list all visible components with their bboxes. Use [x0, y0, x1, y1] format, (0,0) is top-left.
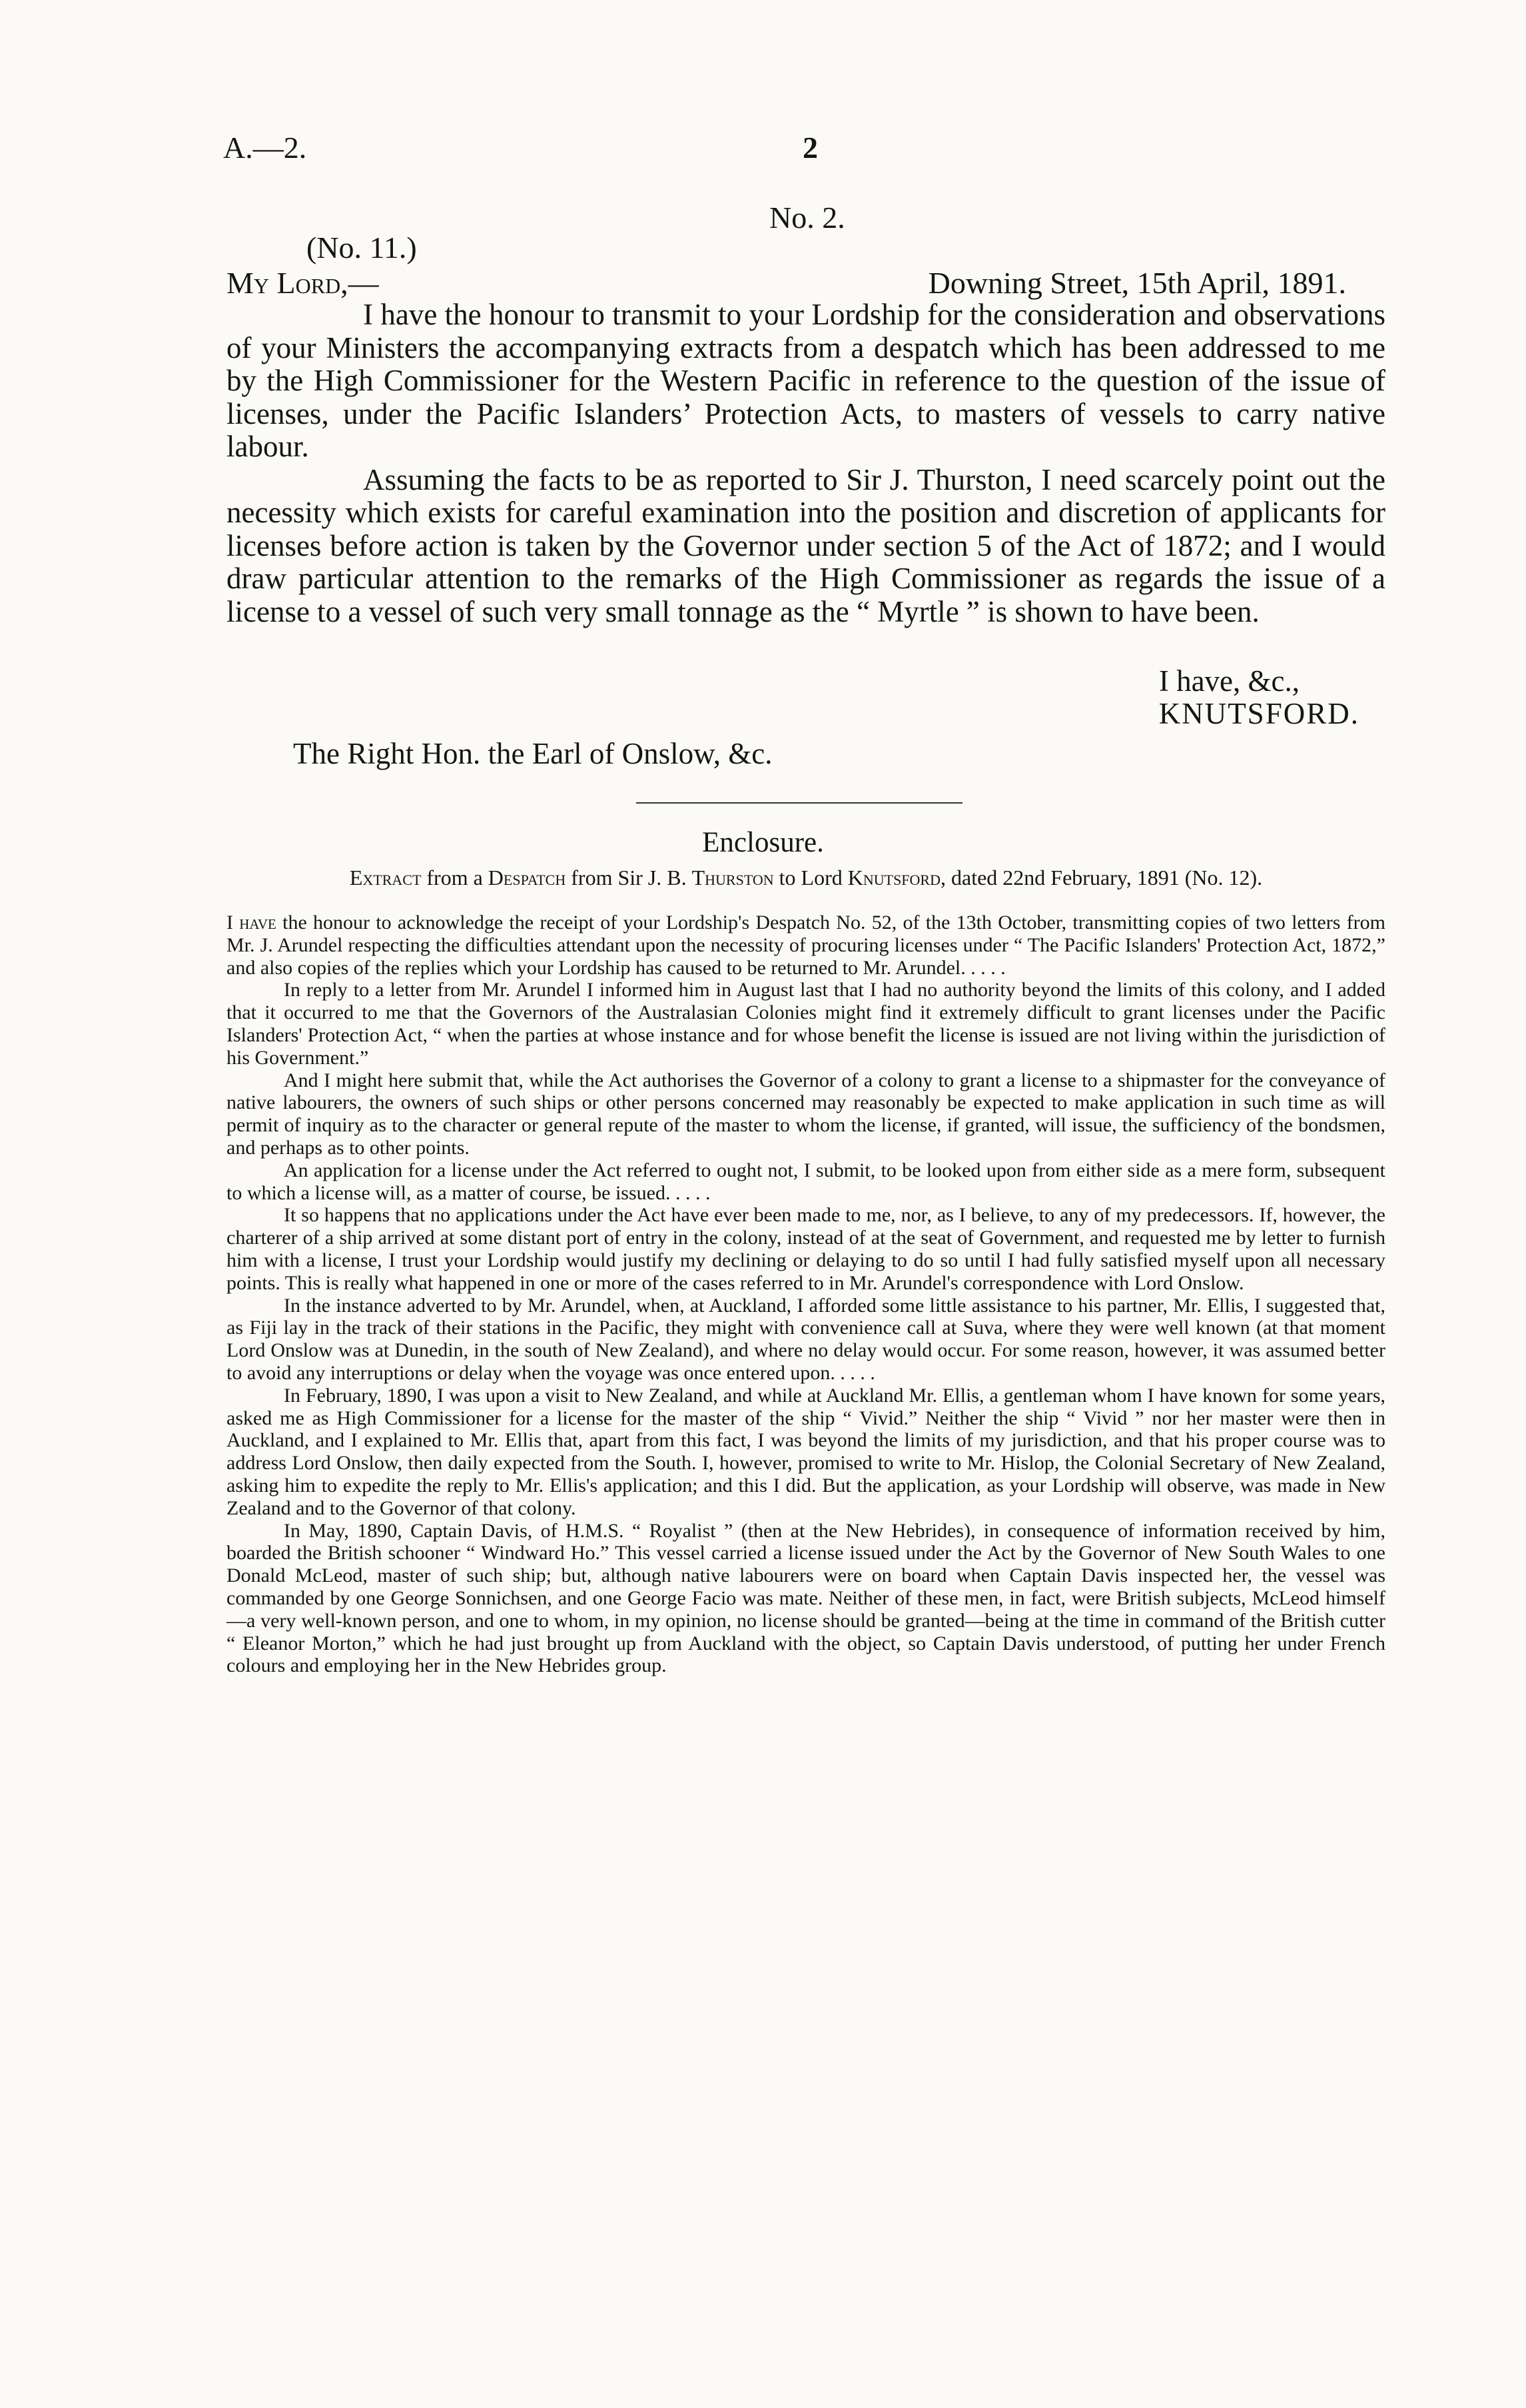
- enclosure-title: Enclosure.: [702, 827, 824, 858]
- enclosure-paragraph: An application for a license under the Act referred to ought not, I submit, to be looked upon from either side as a mere form, subsequent to which a license will, as a matter of course, be issued. . . . .: [226, 1159, 1385, 1204]
- despatch-word: Despatch: [488, 866, 566, 890]
- closing: I have, &c.,: [1158, 664, 1300, 698]
- recipient-name: Knutsford: [847, 866, 941, 890]
- signature: KNUTSFORD.: [1158, 697, 1359, 730]
- letter-paragraph: I have the honour to transmit to your Lordship for the consideration and observations of your Ministers the accompanying extracts from a despatch which has been addressed to me by the High Commissioner for the Western Pacific in reference to the question of the issue of licenses, under the Pacific Islanders’ Protection Acts, to masters of vessels to carry native labour.: [226, 298, 1385, 463]
- letter-body: [226, 299, 1385, 628]
- enclosure-paragraph: In reply to a letter from Mr. Arundel I informed him in August last that I had no authority beyond the limits of this colony, and I added that it occurred to me that the Governors of the Australasian Colonies might find it extremely difficult to grant licenses under the Pacific Islanders' Protection Act, “ when the parties at whose instance and for whose benefit the license is issued are not living within the jurisdiction of his Government.”: [226, 979, 1385, 1069]
- extract-text: from Sir J. B.: [566, 866, 692, 890]
- extract-text: from a: [421, 866, 488, 890]
- enclosure-paragraph: In May, 1890, Captain Davis, of H.M.S. “ Royalist ” (then at the New Hebrides), in consequence of information received by him, boarded the British schooner “ Windward Ho.” This vessel carried a license issued under the Act by the Governor of New South Wales to one Donald McLeod, master of such ship; but, although native labourers were on board when Captain Davis inspected her, the vessel was commanded by one George Sonnichsen, and one George Facio was mate. Neither of these men, in fact, were British subjects, McLeod himself—a very well-known person, and one to whom, in my opinion, no license should be granted—being at the time in command of the British cutter “ Eleanor Morton,” which he had just brought up from Auckland with the object, so Captain Davis understood, of putting her under French colours and employing her in the New Hebrides group.: [226, 1519, 1385, 1677]
- enclosure-paragraph: [226, 911, 1385, 979]
- salutation: My Lord,—: [226, 266, 379, 300]
- place-date: Downing Street, 15th April, 1891.: [928, 266, 1346, 300]
- page-number: 2: [803, 131, 818, 165]
- enclosure-paragraph: In the instance adverted to by Mr. Arundel, when, at Auckland, I afforded some little assistance to his partner, Mr. Ellis, I suggested that, as Fiji lay in the track of their stations in the Pacific, they might with convenience call at Suva, where they were well known (at that moment Lord Onslow was at Dunedin, in the south of New Zealand), and where no delay would occur. For some reason, however, it was assumed better to avoid any interruptions or delay when the voyage was once entered upon. . . . .: [226, 1294, 1385, 1384]
- series-reference: A.—2.: [223, 131, 307, 165]
- extract-text: to Lord: [773, 866, 848, 890]
- opening-text: the honour to acknowledge the receipt of your Lordship's Despatch No. 52, of the 13th October, transmitting copies of two letters from Mr. J. Arundel respecting the difficulties attendant upon the necessity of procuring licenses under “ The Pacific Islanders' Protection Act, 1872,” and also copies of the replies which your Lordship has caused to be returned to Mr. Arundel. . . . .: [226, 911, 1385, 979]
- section-divider: [636, 802, 962, 804]
- sender-name: Thurston: [691, 866, 774, 890]
- opening-words: I have: [226, 911, 276, 933]
- addressee: The Right Hon. the Earl of Onslow, &c.: [293, 737, 773, 770]
- enclosure-paragraph: In February, 1890, I was upon a visit to New Zealand, and while at Auckland Mr. Ellis, a gentleman whom I have known for some years, asked me as High Commissioner for a license for the master of the ship “ Vivid.” Neither the ship “ Vivid ” nor her master were then in Auckland, and I explained to Mr. Ellis that, apart from this fact, I was beyond the limits of my jurisdiction, and that his proper course was to address Lord Onslow, then daily expected from the South. I, however, promised to write to Mr. Hislop, the Colonial Secretary of New Zealand, asking him to expedite the reply to Mr. Ellis's application; and this I did. But the application, as your Lordship will observe, was made in New Zealand and to the Governor of that colony.: [226, 1384, 1385, 1519]
- enclosure-paragraph: It so happens that no applications under the Act have ever been made to me, nor, as I believe, to any of my predecessors. If, however, the charterer of a ship arrived at some distant port of entry in the colony, instead of at the seat of Government, and requested me by letter to furnish him with a license, I trust your Lordship would justify my declining or delaying to do so until I had fully satisfied myself upon all necessary points. This is really what happened in one or more of the cases referred to in Mr. Arundel's correspondence with Lord Onslow.: [226, 1204, 1385, 1294]
- letter-paragraph: Assuming the facts to be as reported to Sir J. Thurston, I need scarcely point out the necessity which exists for careful examination into the position and discretion of applicants for licenses before action is taken by the Governor under section 5 of the Act of 1872; and I would draw particular attention to the remarks of the High Commissioner as regards the issue of a license to a vessel of such very small tonnage as the “ Myrtle ” is shown to have been.: [226, 462, 1385, 628]
- extract-word: Extract: [349, 866, 422, 890]
- enclosure-paragraph: And I might here submit that, while the Act authorises the Governor of a colony to grant a license to a shipmaster for the conveyance of native labourers, the owners of such ships or other persons concerned may reasonably be expected to make application in such time as will permit of inquiry as to the character or general repute of the master to whom the license, if granted, will issue, the sufficiency of the bondsmen, and perhaps as to other points.: [226, 1069, 1385, 1159]
- letter-number: No. 2.: [769, 201, 845, 235]
- enclosure-body: [226, 911, 1385, 1677]
- extract-heading: [226, 866, 1385, 889]
- extract-date: , dated 22nd February, 1891 (No. 12).: [941, 866, 1263, 890]
- despatch-number: (No. 11.): [306, 231, 417, 265]
